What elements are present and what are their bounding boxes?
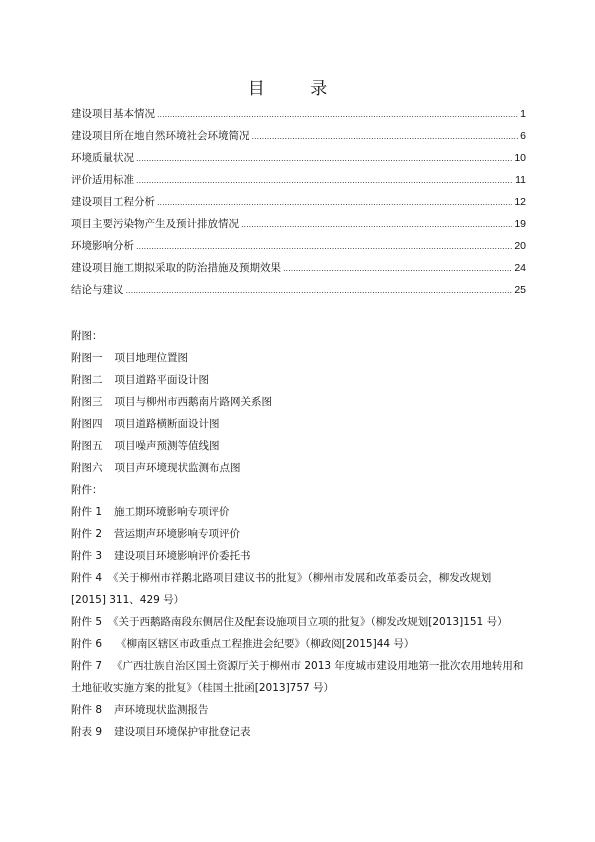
toc-page-number: 12 bbox=[514, 196, 526, 208]
list-item bbox=[71, 633, 526, 655]
list-item bbox=[71, 501, 526, 523]
toc-entry-label: 环境质量状况 bbox=[71, 152, 134, 164]
list-item bbox=[71, 545, 526, 567]
item-number: 附件 2 bbox=[71, 528, 103, 540]
figures-list bbox=[71, 325, 526, 479]
item-text: 施工期环境影响专项评价 bbox=[114, 506, 230, 518]
toc-entry-label: 建设项目施工期拟采取的防治措施及预期效果 bbox=[71, 262, 281, 274]
list-item bbox=[71, 391, 526, 413]
item-text: 《广西壮族自治区国土资源厅关于柳州市 2013 年度城市建设用地第一批次农用地转用和土地征收实施方案的批复》（桂国土批函[2013]757 号） bbox=[71, 660, 524, 694]
toc-entry-label: 结论与建议 bbox=[71, 284, 124, 296]
item-text: 项目声环境现状监测布点图 bbox=[114, 462, 241, 474]
toc-entry[interactable] bbox=[71, 172, 526, 194]
toc-entry[interactable] bbox=[71, 238, 526, 260]
list-item bbox=[71, 721, 526, 743]
item-number: 附件 4 bbox=[71, 572, 103, 584]
item-number: 附件 3 bbox=[71, 550, 103, 562]
item-number: 附件 8 bbox=[71, 704, 103, 716]
toc-leader-dots bbox=[241, 220, 512, 229]
toc-leader-dots bbox=[126, 286, 513, 295]
toc-entry-label: 评价适用标准 bbox=[71, 174, 134, 186]
toc-entry[interactable] bbox=[71, 150, 526, 172]
item-number: 附图四 bbox=[71, 418, 103, 430]
figures-heading: 附图： bbox=[71, 330, 103, 342]
item-text: 项目道路横断面设计图 bbox=[114, 418, 220, 430]
item-text: 声环境现状监测报告 bbox=[114, 704, 209, 716]
item-text: 《柳南区辖区市政重点工程推进会纪要》（柳政阅[2015]44 号） bbox=[116, 638, 415, 650]
attachments-heading: 附件： bbox=[71, 484, 103, 496]
item-number: 附图三 bbox=[71, 396, 103, 408]
toc-page-number: 20 bbox=[514, 240, 526, 252]
list-item bbox=[71, 435, 526, 457]
item-number: 附表 9 bbox=[71, 726, 103, 738]
toc-page-number: 19 bbox=[514, 218, 526, 230]
toc-page-number: 24 bbox=[514, 262, 526, 274]
toc-page-number: 1 bbox=[520, 108, 526, 120]
toc-leader-dots bbox=[252, 132, 519, 141]
toc-entry[interactable] bbox=[71, 128, 526, 150]
item-number: 附件 7 bbox=[71, 660, 103, 672]
item-text: 《关于柳州市祥鹅北路项目建议书的批复》（柳州市发展和改革委员会，柳发改规划[2015] 311、429 号） bbox=[71, 572, 492, 606]
item-text: 项目与柳州市西鹅南片路网关系图 bbox=[114, 396, 272, 408]
toc-page-number: 11 bbox=[515, 174, 526, 186]
table-of-contents bbox=[71, 106, 526, 304]
toc-entry[interactable] bbox=[71, 260, 526, 282]
item-number: 附图六 bbox=[71, 462, 103, 474]
list-item bbox=[71, 347, 526, 369]
toc-entry-label: 项目主要污染物产生及预计排放情况 bbox=[71, 218, 239, 230]
toc-entry-label: 建设项目所在地自然环境社会环境简况 bbox=[71, 130, 250, 142]
toc-page-number: 25 bbox=[514, 284, 526, 296]
toc-leader-dots bbox=[157, 198, 512, 207]
item-number: 附图五 bbox=[71, 440, 103, 452]
toc-leader-dots bbox=[157, 110, 518, 119]
attachments-list bbox=[71, 479, 526, 743]
toc-leader-dots bbox=[136, 242, 512, 251]
page-title: 目 录 bbox=[247, 79, 348, 99]
item-text: 营运期声环境影响专项评价 bbox=[114, 528, 241, 540]
item-text: 建设项目环境影响评价委托书 bbox=[114, 550, 251, 562]
item-text: 建设项目环境保护审批登记表 bbox=[114, 726, 251, 738]
toc-leader-dots bbox=[136, 176, 513, 185]
toc-leader-dots bbox=[283, 264, 512, 273]
toc-entry-label: 建设项目基本情况 bbox=[71, 108, 155, 120]
toc-page-number: 10 bbox=[514, 152, 526, 164]
list-item bbox=[71, 699, 526, 721]
list-item bbox=[71, 457, 526, 479]
list-item bbox=[71, 655, 526, 699]
toc-page-number: 6 bbox=[520, 130, 526, 142]
item-text: 《关于西鹅路南段东侧居住及配套设施项目立项的批复》（柳发改规划[2013]151 号） bbox=[108, 616, 508, 628]
list-item bbox=[71, 523, 526, 545]
item-text: 项目噪声预测等值线图 bbox=[114, 440, 220, 452]
item-number: 附图一 bbox=[71, 352, 103, 364]
toc-entry-label: 环境影响分析 bbox=[71, 240, 134, 252]
toc-entry[interactable] bbox=[71, 282, 526, 304]
toc-entry[interactable] bbox=[71, 194, 526, 216]
item-number: 附件 1 bbox=[71, 506, 103, 518]
list-item bbox=[71, 567, 526, 611]
list-item bbox=[71, 369, 526, 391]
item-text: 项目道路平面设计图 bbox=[114, 374, 209, 386]
toc-leader-dots bbox=[136, 154, 512, 163]
list-item bbox=[71, 611, 526, 633]
toc-entry-label: 建设项目工程分析 bbox=[71, 196, 155, 208]
list-item bbox=[71, 413, 526, 435]
item-number: 附件 5 bbox=[71, 616, 103, 628]
toc-entry[interactable] bbox=[71, 216, 526, 238]
item-number: 附件 6 bbox=[71, 638, 103, 650]
item-number: 附图二 bbox=[71, 374, 103, 386]
toc-entry[interactable] bbox=[71, 106, 526, 128]
item-text: 项目地理位置图 bbox=[114, 352, 188, 364]
